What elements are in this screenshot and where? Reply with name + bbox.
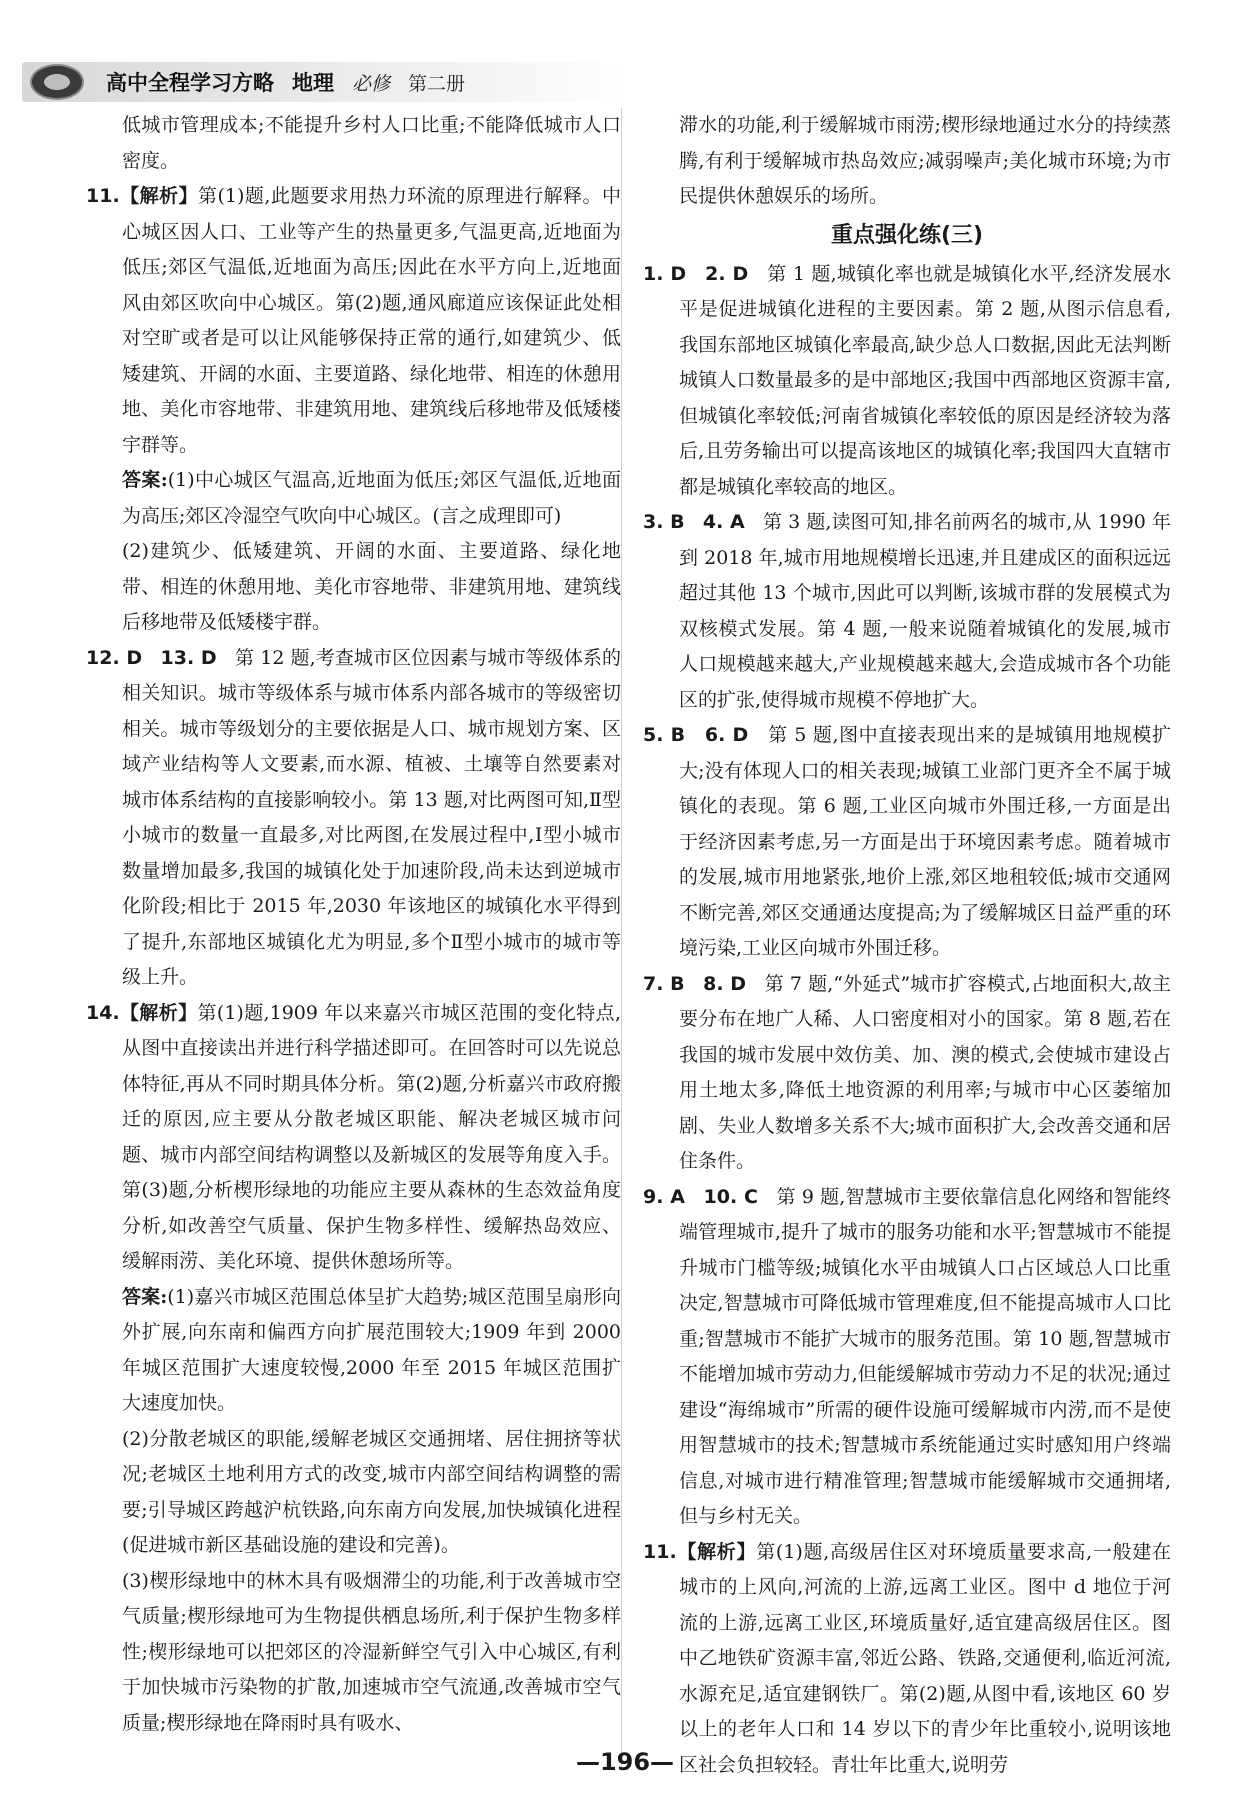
question-number: 13. D — [160, 646, 217, 669]
question-12-13 — [86, 641, 621, 996]
right-column — [643, 108, 1171, 1783]
analysis-text: 第 7 题,“外延式”城市扩容模式,占地面积大,故主要分布在地广人稀、人口密度相对小的国家。第 8 题,若在我国的城市发展中效仿美、加、澳的模式,会使城市建设占用土地太多,降低土地资源的利用率;与城市中心区萎缩加剧、失业人数增多关系不大;城市面积扩大,会改善交通和居住条件。 — [679, 972, 1172, 1172]
question-9-10 — [643, 1180, 1171, 1535]
question-1-2 — [643, 257, 1171, 506]
left-column — [86, 108, 621, 1741]
page-number: —196— — [575, 1748, 675, 1776]
book-title: 高中全程学习方略 — [106, 71, 274, 95]
running-header — [22, 62, 632, 102]
analysis-text: 第 5 题,图中直接表现出来的是城镇用地规模扩大;没有体现人口的相关表现;城镇工业部门更齐全不属于城镇化的表现。第 6 题,工业区向城市外围迁移,一方面是出于经济因素考虑,另一方面是出于环境因素考虑。随着城市的发展,城市用地紧张,地价上涨,郊区地租较低;城市交通网不断完善,郊区交通通达度提高;为了缓解城区日益严重的环境污染,工业区向城市外围迁移。 — [679, 724, 1171, 959]
answer-label: 答案: — [122, 1285, 168, 1308]
question-number: 4. A — [702, 511, 745, 533]
analysis-text: 第(1)题,1909 年以来嘉兴市城区范围的变化特点,从图中直接读出并进行科学描述即可。在回答时可以先说总体特征,再从不同时期具体分析。第(2)题,分析嘉兴市政府搬迁的原因,应主要从分散老城区职能、解决老城区城市问题、城市内部空间结构调整以及新城区的发展等角度入手。第(3)题,分析楔形绿地的功能应主要从森林的生态效益角度分析,如改善空气质量、保护生物多样性、缓解热岛效应、缓解雨涝、美化环境、提供休憩场所等。 — [122, 1001, 621, 1272]
question-number: 5. B — [643, 724, 686, 746]
question-14-analysis — [86, 996, 621, 1280]
question-number: 11. — [643, 1540, 677, 1563]
column-divider — [621, 108, 622, 1768]
analysis-text: 第 9 题,智慧城市主要依靠信息化网络和智能终端管理城市,提升了城市的服务功能和水平;智慧城市不能提升城市门槛等级;城镇化水平由城镇人口占区域总人口比重决定,智慧城市可降低城市管理难度,但不能提高城市人口比重;智慧城市不能扩大城市的服务范围。第 10 题,智慧城市不能增加城市劳动力,但能缓解城市劳动力不足的状况;通过建设“海绵城市”所需的硬件设施可缓解城市内涝,而不是使用智慧城市的技术;智慧城市系统能通过实时感知用户终端信息,对城市进行精准管理;智慧城市能缓解城市交通拥堵,但与乡村无关。 — [679, 1185, 1171, 1527]
question-11-analysis — [86, 179, 621, 463]
question-number: 1. D — [643, 262, 687, 285]
analysis-text: 第 1 题,城镇化率也就是城镇化水平,经济发展水平是促进城镇化进程的主要因素。第 2 题,从图示信息看,我国东部地区城镇化率最高,缺少总人口数据,因此无法判断城镇人口数量最多的是中部地区;我国中西部地区资源丰富,但城镇化率较低;河南省城镇化率较低的原因是经济较为落后,且劳务输出可以提高该地区的城镇化率;我国四大直辖市都是城镇化率较高的地区。 — [679, 262, 1172, 498]
question-number: 7. B — [643, 972, 685, 995]
question-number: 3. B — [643, 511, 685, 533]
analysis-text: 第(1)题,高级居住区对环境质量要求高,一般建在城市的上风向,河流的上游,远离工业区。图中 d 地位于河流的上游,远离工业区,环境质量好,适宜建高级居住区。图中乙地铁矿资源丰富,邻近公路、铁路,交通便利,临近河流,水源充足,适宜建钢铁厂。第(2)题,从图中看,该地区 60 岁以上的老年人口和 14 岁以下的青少年比重较小,说明该地区社会负担较轻。青壮年比重大,说明劳 — [679, 1540, 1171, 1776]
section-title: 重点强化练(三) — [830, 222, 984, 248]
answer-text: (3)楔形绿地中的林木具有吸烟滞尘的功能,利于改善城市空气质量;楔形绿地可为生物提供栖息场所,利于保护生物多样性;楔形绿地可以把郊区的冷湿新鲜空气引入中心城区,有利于加快城市污染物的扩散,加速城市空气流通,改善城市空气质量;楔形绿地在降雨时具有吸水、 — [122, 1569, 621, 1734]
question-number: 14. — [86, 1001, 120, 1024]
answer-text: (2)建筑少、低矮建筑、开阔的水面、主要道路、绿化地带、相连的休憩用地、美化市容地带、非建筑用地、建筑线后移地带及低矮楼宇群。 — [122, 540, 621, 633]
continued-paragraph: 滞水的功能,利于缓解城市雨涝;楔形绿地通过水分的持续蒸腾,有利于缓解城市热岛效应;减弱噪声;美化城市环境;为市民提供休憩娱乐的场所。 — [679, 114, 1171, 207]
continued-paragraph: 低城市管理成本;不能提升乡村人口比重;不能降低城市人口密度。 — [122, 114, 621, 172]
question-11-analysis — [643, 1535, 1171, 1784]
publisher-logo-icon — [30, 64, 84, 100]
analysis-text: 第(1)题,此题要求用热力环流的原理进行解释。中心城区因人口、工业等产生的热量更多,气温更高,近地面为低压;郊区气温低,近地面为高压;因此在水平方向上,近地面风由郊区吹向中心城区。第(2)题,通风廊道应该保证此处相对空旷或者是可以让风能够保持正常的通行,如建筑少、低矮建筑、开阔的水面、主要道路、绿化地带、相连的休憩用地、美化市容地带、非建筑用地、建筑线后移地带及低矮楼宇群等。 — [122, 185, 621, 456]
question-number: 6. D — [704, 724, 749, 746]
volume-label: 第二册 — [408, 72, 466, 95]
question-5-6 — [643, 718, 1171, 967]
question-number: 12. D — [86, 646, 143, 669]
question-number: 2. D — [705, 262, 749, 285]
question-number: 8. D — [703, 972, 747, 995]
analysis-text: 第 3 题,读图可知,排名前两名的城市,从 1990 年到 2018 年,城市用地规模增长迅速,并且建成区的面积远远超过其他 13 个城市,因此可以判断,该城市群的发展模式为双核模式发展。第 4 题,一般来说随着城镇化的发展,城市人口规模越来越大,产业规模越来越大,会造成城市各个功能区的扩张,使得城市规模不停地扩大。 — [679, 511, 1171, 711]
answer-text: (1)嘉兴市城区范围总体呈扩大趋势;城区范围呈扇形向外扩展,向东南和偏西方向扩展范围较大;1909 年到 2000 年城区范围扩大速度较慢,2000 年至 2015 年城区范围扩大速度加快。 — [122, 1285, 621, 1414]
subject-label: 地理 — [292, 71, 334, 95]
question-number: 10. C — [703, 1185, 758, 1208]
analysis-text: 第 12 题,考查城市区位因素与城市等级体系的相关知识。城市等级体系与城市体系内部各城市的等级密切相关。城市等级划分的主要依据是人口、城市规划方案、区域产业结构等人文要素,而水源、植被、土壤等自然要素对城市体系结构的直接影响较小。第 13 题,对比两图可知,Ⅱ型小城市的数量一直最多,对比两图,在发展过程中,Ⅰ型小城市数量增加最多,我国的城镇化处于加速阶段,尚未达到逆城市化阶段;相比于 2015 年,2030 年该地区的城镇化水平得到了提升,东部地区城镇化尤为明显,多个Ⅱ型小城市的城市等级上升。 — [122, 646, 622, 988]
question-3-4 — [643, 505, 1171, 718]
analysis-tag: 【解析】 — [119, 185, 199, 207]
answer-block — [86, 463, 621, 534]
answer-block — [86, 1280, 621, 1422]
answer-text: (2)分散老城区的职能,缓解老城区交通拥堵、居住拥挤等状况;老城区土地利用方式的改变,城市内部空间结构调整的需要;引导城区跨越沪杭铁路,向东南方向发展,加快城镇化进程(促进城市新区基础设施的建设和完善)。 — [122, 1427, 621, 1556]
question-number: 9. A — [643, 1185, 685, 1208]
track-label: 必修 — [352, 72, 391, 95]
answer-text: (1)中心城区气温高,近地面为低压;郊区气温低,近地面为高压;郊区冷湿空气吹向中心城区。(言之成理即可) — [122, 469, 622, 527]
question-number: 11. — [86, 185, 120, 207]
answer-label: 答案: — [122, 469, 168, 491]
question-7-8 — [643, 967, 1171, 1180]
analysis-tag: 【解析】 — [119, 1001, 198, 1024]
analysis-tag: 【解析】 — [676, 1540, 757, 1563]
